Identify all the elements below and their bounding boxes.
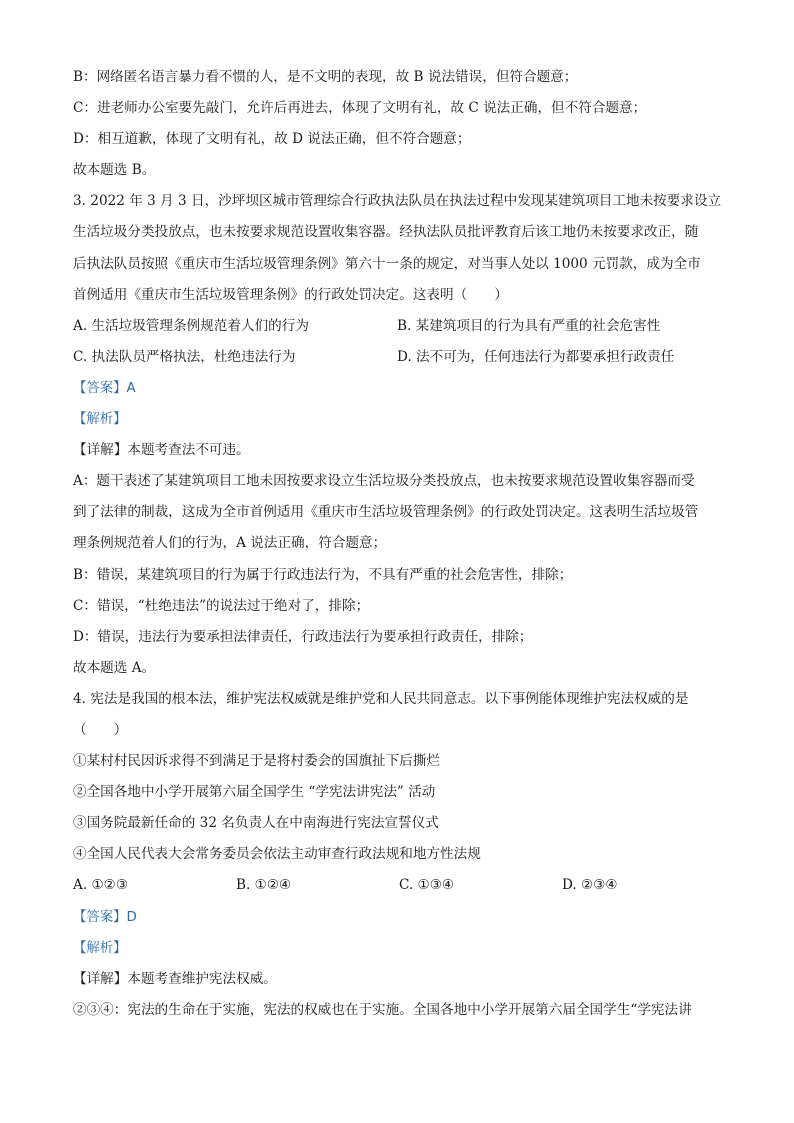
explanation-line: 到了法律的制裁，这成为全市首例适用《重庆市生活垃圾管理条例》的行政处罚决定。这表明生活垃圾管 bbox=[73, 504, 699, 521]
option-d: D. 法不可为，任何违法行为都要承担行政责任 bbox=[397, 348, 675, 365]
analysis-tag: 【解析】 bbox=[73, 940, 127, 956]
analysis-tag: 【解析】 bbox=[73, 412, 127, 428]
option-c: C. ①③④ bbox=[399, 877, 455, 894]
explanation-line: C：进老师办公室要先敲门，允许后再进去，体现了文明有礼，故 C 说法正确，但不符合题意； bbox=[73, 100, 647, 117]
explanation-line: B：网络匿名语言暴力看不惯的人，是不文明的表现，故 B 说法错误，但符合题意； bbox=[73, 69, 578, 85]
statement-item: ①某村村民因诉求得不到满足于是将村委会的国旗扯下后撕烂 bbox=[73, 753, 441, 770]
question-4 bbox=[73, 684, 725, 1026]
answer-tag: 【答案】A bbox=[73, 380, 136, 396]
explanation-line: D：相互道歉，体现了文明有礼，故 D 说法正确，但不符合题意； bbox=[73, 131, 471, 148]
explanation-line: C：错误，“杜绝违法”的说法过于绝对了，排除； bbox=[73, 597, 370, 614]
question-stem-line: 首例适用《重庆市生活垃圾管理条例》的行政处罚决定。这表明（ ） bbox=[73, 286, 508, 303]
option-d: D. ②③④ bbox=[562, 877, 618, 894]
document-page bbox=[73, 62, 725, 1026]
options-row bbox=[73, 311, 725, 342]
explanation-line: B：错误，某建筑项目的行为属于行政违法行为，不具有严重的社会危害性，排除； bbox=[73, 566, 573, 583]
statement-item: ④全国人民代表大会常务委员会依法主动审查行政法规和地方性法规 bbox=[73, 846, 481, 863]
option-b: B. ①②④ bbox=[236, 877, 292, 894]
option-c: C. 执法队员严格执法，杜绝违法行为 bbox=[73, 348, 296, 365]
question-3 bbox=[73, 186, 725, 684]
answer-tag: 【答案】D bbox=[73, 909, 137, 925]
question-stem-line: （ ） bbox=[73, 721, 128, 738]
detail-line: 【详解】本题考查法不可违。 bbox=[73, 442, 250, 459]
question-stem-line: 4. 宪法是我国的根本法，维护宪法权威就是维护党和人民共同意志。以下事例能体现维护宪法权威的是 bbox=[73, 690, 689, 707]
option-a: A. 生活垃圾管理条例规范着人们的行为 bbox=[73, 317, 309, 334]
question-stem-line: 3. 2022 年 3 月 3 日，沙坪坝区城市管理综合行政执法队员在执法过程中发现某建筑项目工地未按要求设立 bbox=[73, 193, 722, 210]
question-stem-line: 生活垃圾分类投放点，也未按要求规范设置收集容器。经执法队员批评教育后该工地仍未按要求改正，随 bbox=[73, 224, 699, 241]
option-a: A. ①②③ bbox=[73, 877, 129, 894]
explanation-line: 理条例规范着人们的行为，A 说法正确，符合题意； bbox=[73, 535, 387, 552]
options-row bbox=[73, 870, 725, 901]
option-b: B. 某建筑项目的行为具有严重的社会危害性 bbox=[397, 317, 661, 334]
options-row bbox=[73, 342, 725, 373]
statement-item: ③国务院最新任命的 32 名负责人在中南海进行宪法宣誓仪式 bbox=[73, 815, 439, 832]
statement-item: ②全国各地中小学开展第六届全国学生 “学宪法讲宪法” 活动 bbox=[73, 784, 436, 801]
explanation-line: D：错误，违法行为要承担法律责任，行政违法行为要承担行政责任，排除； bbox=[73, 628, 533, 645]
conclusion-line: 故本题选 B。 bbox=[73, 162, 156, 179]
question-stem-line: 后执法队员按照《重庆市生活垃圾管理条例》第六十一条的规定，对当事人处以 1000 元罚款，成为全市 bbox=[73, 255, 701, 272]
detail-line: 【详解】本题考查维护宪法权威。 bbox=[73, 970, 277, 987]
explanation-line: A：题干表述了某建筑项目工地未因按要求设立生活垃圾分类投放点，也未按要求规范设置收集容器而受 bbox=[73, 473, 695, 490]
conclusion-line: 故本题选 A。 bbox=[73, 659, 156, 676]
explanation-line: ②③④：宪法的生命在于实施，宪法的权威也在于实施。全国各地中小学开展第六届全国学生“学宪法讲 bbox=[73, 1001, 692, 1018]
prev-question-explanation bbox=[73, 62, 725, 186]
